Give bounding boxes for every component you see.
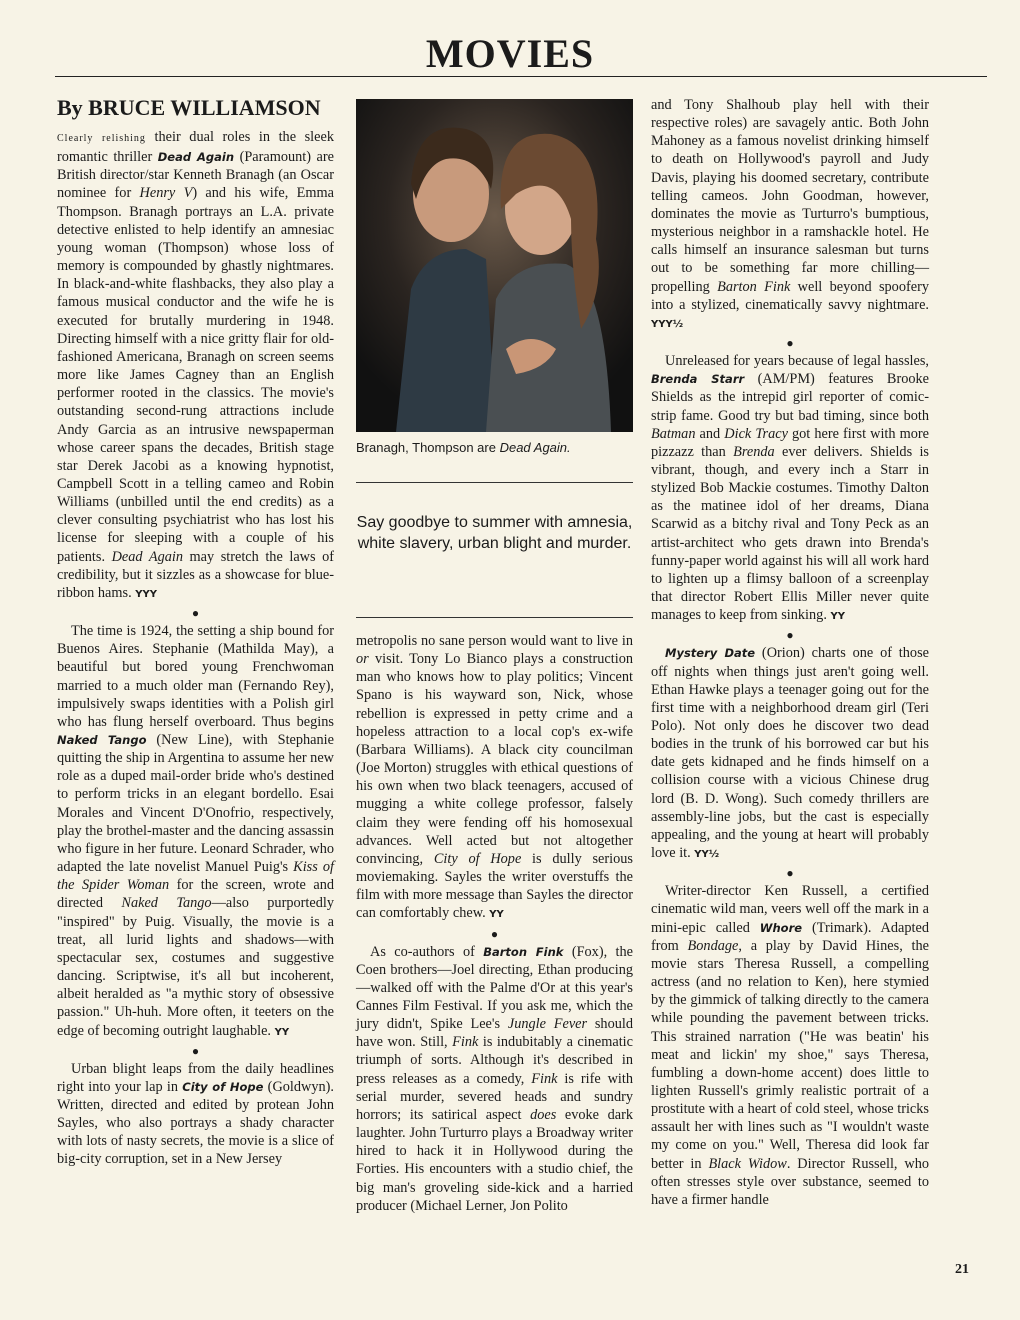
film-title: Bondage xyxy=(687,937,739,954)
film-title: Black Widow xyxy=(708,1155,787,1172)
caption-film-title: Dead Again. xyxy=(499,440,571,455)
film-title: Whore xyxy=(759,920,803,935)
text: As co-authors of xyxy=(370,943,484,960)
rating-badge: YYY½ xyxy=(651,318,684,330)
text: The time is 1924, the setting a ship bound for Buenos Aires. Stephanie (Mathilda May), a beautiful but bored young Frenchwoman married to a much older man (Fernando Rey), impulsively swaps identities with a Polish girl who has flung herself overboard. Thus begins xyxy=(57,623,334,730)
rating-badge: YY xyxy=(830,611,845,623)
film-title: Naked Tango xyxy=(121,895,212,912)
text: ever delivers. Shields is vibrant, though, and every inch a Starr in stylized Bob Mackie costumes. Timothy Dalton as the matinee idol of her dreams, Diana Scarwid as a bitchy rival and Tony Peck as an artist-architect who gets drawn into Brenda's funny-paper world against his will all work hard to lighten up a flimsy balloon of a screenplay that director Robert Ellis Miller never quite manages to keep from sinking. xyxy=(651,443,929,624)
page-title: MOVIES xyxy=(425,31,595,76)
film-title: Mystery Date xyxy=(665,646,756,661)
film-title: Batman xyxy=(651,425,696,442)
caption-text: Branagh, Thompson are xyxy=(356,440,500,455)
film-title: Dead Again xyxy=(157,150,235,165)
film-title: Dick Tracy xyxy=(724,425,788,442)
film-title: Barton Fink xyxy=(483,944,564,959)
review-naked-tango xyxy=(57,622,334,1042)
rating-badge: YY xyxy=(274,1026,290,1038)
film-title: Brenda Starr xyxy=(651,372,745,387)
film-title: Kiss of the Spider Woman xyxy=(57,859,334,894)
review-whore xyxy=(651,882,929,1209)
section-bullet: ● xyxy=(490,926,499,941)
divider xyxy=(356,617,633,618)
text: (Fox), the Coen brothers—Joel directing, Ethan producing—walked off with the Palme d'Or at this year's Cannes Film Festival. If you ask me, which the jury didn't, Spike Lee's xyxy=(356,943,633,1033)
pull-quote: Say goodbye to summer with amnesia, white slavery, urban blight and murder. xyxy=(356,514,633,552)
section-bullet: ● xyxy=(191,1043,200,1058)
text: got here first with more pizzazz than xyxy=(651,425,929,460)
kiss-scene-illustration xyxy=(356,99,633,432)
film-title: Barton Fink xyxy=(717,278,791,295)
review-barton-fink xyxy=(356,943,633,1215)
emphasis: does xyxy=(530,1106,557,1123)
section-bullet: ● xyxy=(786,866,794,881)
section-bullet: ● xyxy=(191,606,200,621)
text: Writer-director Ken Russell, a certified cinematic wild man, veers well off the mark in a mini-epic called xyxy=(651,883,929,936)
film-title: Fink xyxy=(531,1070,558,1087)
review-city-of-hope xyxy=(57,1060,334,1169)
film-title: Brenda xyxy=(733,443,775,460)
text: —also purportedly "inspired" by Puig. Visually, the movie is a treat, all lurid lights and shadows—with spectacular sex, costumes and suggestive dancing. Scriptwise, it's all but incoherent, albeit heralded as "a mythic story of obsessive passion." Uh-huh. More often, it teeters on the edge of becoming outright laughable. xyxy=(57,895,334,1039)
text: is dully serious moviemaking. Sayles the writer overstuffs the film with more message than Sayles the director can comfortably chew. xyxy=(356,850,633,922)
text: may stretch the laws of credibility, but it sizzles as a showcase for blue-ribbon hams. xyxy=(57,548,334,601)
text: is indubitably a cinematic triumph of sorts. Although it's described in press releases as a comedy, xyxy=(356,1034,633,1087)
text: (Orion) charts one of those off nights when things just aren't going well. Ethan Hawke plays a teenager going out for the first time with a neighborhood dream girl (Teri Polo). Not only does he discover two dead bodies in the trunk of his borrowed car but his date gets kidnaped and he finds himself on a collision course with a vicious Chinese drug lord (B. D. Wong). Such comedy thrillers are assembly-line jobs, but the cast is especially appealing, and the young at heart will probably love it. xyxy=(651,645,929,862)
rating-badge: YYY xyxy=(135,588,157,600)
text: (Goldwyn). Written, directed and edited by protean John Sayles, who also portrays a shady character with lots of nasty secrets, the movie is a slice of big-city corruption, set in a New Jersey xyxy=(57,1078,334,1168)
column-1 xyxy=(57,96,334,1169)
review-dead-again xyxy=(57,128,334,604)
text: (Trimark). Adapted from xyxy=(651,919,929,954)
text: for the screen, wrote and directed xyxy=(57,877,334,912)
text: and Tony Shalhoub play hell with their respective roles) are savagely antic. Both John Mahoney as a famous novelist drinking himself to death on Hollywood's payroll and Judy Davis, playing his doomed secretary, contribute telling cameos. John Goodman, however, dominates the movie as Turturro's bumptious, mysterious neighbor in a ramshackle hotel. He calls himself an insurance salesman but turns out to be something far more chilling—propelling xyxy=(651,97,929,295)
divider xyxy=(356,482,633,483)
lead-caps: Clearly relishing xyxy=(57,133,146,144)
header-divider xyxy=(55,76,987,77)
text: Urban blight leaps from the daily headlines right into your lap in xyxy=(57,1060,334,1095)
text: (New Line), with Stephanie quitting the ship in Argentina to assume her new role as a duped mail-order bride who's destined to perform tricks in an elegant bordello. Esai Morales and Vincent D'Onofrio, respectively, play the brothel-master and the dancing assassin who figure in her future. Leonard Schrader, who adapted the late novelist Manuel Puig's xyxy=(57,732,334,876)
film-title: Dead Again xyxy=(111,548,183,565)
byline: By BRUCE WILLIAMSON xyxy=(57,95,321,120)
review-barton-fink-continued xyxy=(651,96,929,334)
review-mystery-date xyxy=(651,644,929,864)
text: , a play by David Hines, the movie stars Theresa Russell, a compelling actress (and no relation to Ken), here stymied by the gimmick of talking directly to the camera while pounding the pavement between tricks. This strained narration ("He was beatin' his meat and lickin' my shoe," says Theresa, fumbling a down-home accent) does little to lighten Russell's grimly realistic portrait of a prostitute with a heart of cold steel, whose tricks assault her with lines such as "I wouldn't waste my come on you." Well, Theresa did look far better in xyxy=(651,937,929,1172)
text: evoke dark laughter. John Turturro plays a Broadway writer hired to hack it in Hollywood during the Forties. His encounters with a studio chief, the big man's groveling side-kick and a harried producer (Michael Lerner, Jon Polito xyxy=(356,1106,633,1214)
text: (AM/PM) features Brooke Shields as the intrepid girl reporter of comic-strip fame. Good try but bad timing, since both xyxy=(651,371,929,424)
film-title: City of Hope xyxy=(433,850,522,867)
section-bullet: ● xyxy=(786,628,794,643)
text: visit. Tony Lo Bianco plays a construction man who knows how to play politics; Vincent Spano is his wayward son, Nick, whose rebellion is expressed in petty crime and a hopeless attraction to a local cop's ex-wife (Barbara Williams). A black city councilman (Joe Morton) struggles with ethical questions of his own when two black teenagers, accused of mugging a white college professor, falsely claim they were fending off his homosexual advances. Well acted but not altogether convincing, xyxy=(356,651,633,867)
review-brenda-starr xyxy=(651,352,929,626)
emphasis: or xyxy=(356,651,369,668)
photo-caption xyxy=(356,440,633,455)
text: their dual roles in the sleek romantic thriller xyxy=(57,129,334,166)
review-city-of-hope-continued xyxy=(356,632,633,925)
text: (Paramount) are British director/star Kenneth Branagh (an Oscar nominee for xyxy=(57,149,334,202)
text: ) and his wife, Emma Thompson. Branagh portrays an L.A. private detective enlisted to help identify an amnesiac young woman (Thompson) whose loss of memory is compounded by ghastly nightmares. In black-and-white flashbacks, they also play a famous musical conductor and the wife he is executed for brutally murdering in 1948. Directing himself with a nice gritty flair for old-fashioned Americana, Branagh on screen seems more like James Cagney than an English performer rooted in the classics. The movie's outstanding second-rung attractions include Andy Garcia as an intrusive newspaperman whose career spans the decades, British stage star Derek Jacobi as a knowing hypnotist, Campbell Scott in a telling cameo and Robin Williams (unbilled until the end credits) as a clever consulting psychiatrist who has lost his license for sleeping with a couple of his patients. xyxy=(57,185,334,565)
text: Unreleased for years because of legal hassles, xyxy=(665,353,929,370)
film-title: Henry V xyxy=(139,185,193,202)
film-title: City of Hope xyxy=(182,1079,264,1094)
text: and xyxy=(695,425,725,442)
movie-still-photo xyxy=(356,99,633,432)
section-bullet: ● xyxy=(786,336,794,351)
text: is rife with serial murder, severed heads and sundry horrors; its satirical aspect xyxy=(356,1070,633,1123)
text: metropolis no sane person would want to live in xyxy=(356,633,633,649)
film-title: Fink xyxy=(452,1034,479,1051)
text: well beyond spoofery into a stylized, cinematically savvy nightmare. xyxy=(651,278,930,313)
page-number: 21 xyxy=(955,1262,969,1277)
film-title: Naked Tango xyxy=(57,733,147,747)
rating-badge: YY xyxy=(489,909,504,921)
rating-badge: YY½ xyxy=(694,849,720,861)
text: . Director Russell, who often stresses style over substance, seemed to have a firmer handle xyxy=(651,1155,929,1208)
film-title: Jungle Fever xyxy=(507,1016,588,1033)
column-2 xyxy=(356,632,633,1215)
text: should have won. Still, xyxy=(356,1016,633,1051)
column-3 xyxy=(651,96,929,1209)
